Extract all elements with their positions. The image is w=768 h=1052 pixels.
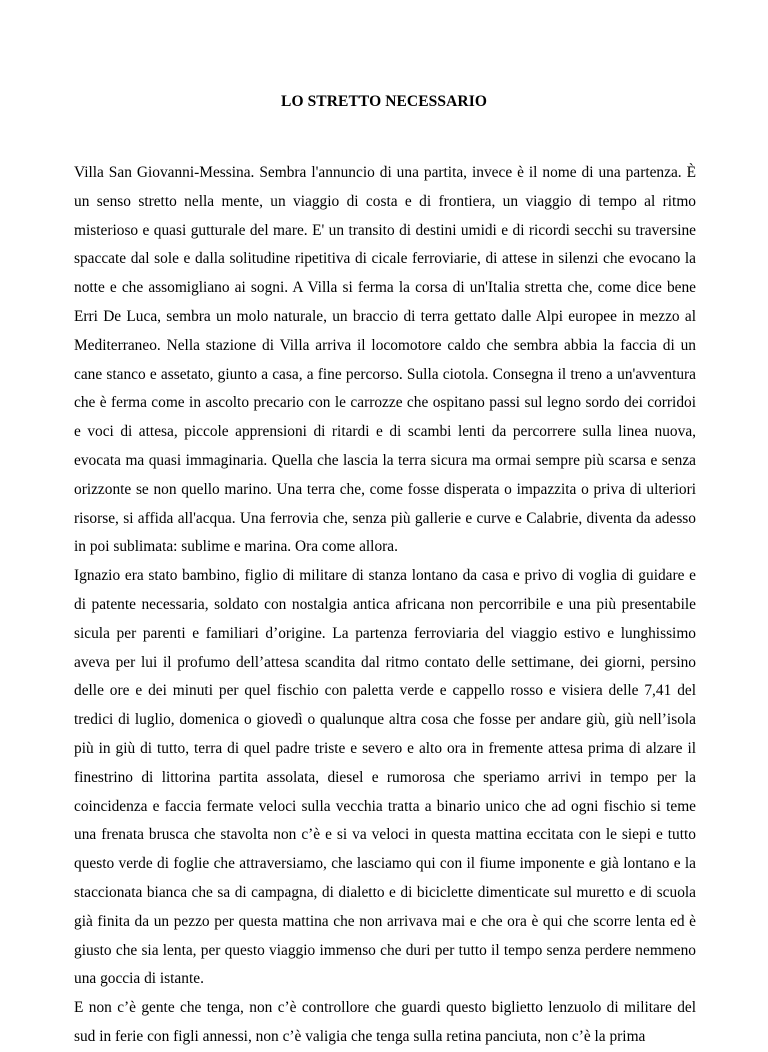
paragraph-2: Ignazio era stato bambino, figlio di militare di stanza lontano da casa e privo di voglia di guidare e di patente necessaria, soldato con nostalgia antica africana non percorribile e una più presentabile sicula per parenti e familiari d’origine. La partenza ferroviaria del viaggio estivo e lunghissimo aveva per lui il profumo dell’attesa scandita dal ritmo contato delle settimane, dei giorni, persino delle ore e dei minuti per quel fischio con paletta verde e cappello rosso e visiera delle 7,41 del tredici di luglio, domenica o giovedì o qualunque altra cosa che fosse per andare giù, giù nell’isola più in giù di tutto, terra di quel padre triste e severo e alto ora in fremente attesa prima di alzare il finestrino di littorina partita assolata, diesel e rumorosa che speriamo arrivi in tempo per la coincidenza e faccia fermate veloci sulla vecchia tratta a binario unico che ad ogni fischio si teme una frenata brusca che stavolta non c’è e si va veloci in questa mattina eccitata con le siepi e tutto questo verde di foglie che attraversiamo, che lasciamo qui con il fiume imponente e già lontano e la staccionata bianca che sa di campagna, di dialetto e di biciclette dimenticate sul muretto e di scuola già finita da un pezzo per questa mattina che non arrivava mai e che ora è qui che scorre lenta ed è giusto che sia lenta, per questo viaggio immenso che duri per tutto il tempo senza perdere nemmeno una goccia di istante. [74,567,696,988]
document-title: LO STRETTO NECESSARIO [281,93,487,110]
paragraph-1: Villa San Giovanni-Messina. Sembra l'annuncio di una partita, invece è il nome di una partenza. È un senso stretto nella mente, un viaggio di costa e di frontiera, un viaggio di tempo al ritmo misterioso e quasi gutturale del mare. E' un transito di destini umidi e di ricordi secchi su traversine spaccate dal sole e dalla solitudine ripetitiva di cicale ferroviarie, di attese in silenzi che evocano la notte e che assomigliano ai sogni. A Villa si ferma la corsa di un'Italia stretta che, come dice bene Erri De Luca, sembra un molo naturale, un braccio di terra gettato dalle Alpi europee in mezzo al Mediterraneo. Nella stazione di Villa arriva il locomotore caldo che sembra abbia la faccia di un cane stanco e assetato, giunto a casa, a fine percorso. Sulla ciotola. Consegna il treno a un'avventura che è ferma come in ascolto precario con le carrozze che ospitano passi sul legno sordo dei corridoi e voci di attesa, piccole apprensioni di ritardi e di scambi lenti da percorrere sulla linea nuova, evocata ma quasi immaginaria. Quella che lascia la terra sicura ma ormai sempre più scarsa e senza orizzonte se non quello marino. Una terra che, come fosse disperata o impazzita o priva di ulteriori risorse, si affida all'acqua. Una ferrovia che, senza più gallerie e curve e Calabrie, diventa da adesso in poi sublimata: sublime e marina. Ora come allora. [74,164,696,556]
paragraph-3: E non c’è gente che tenga, non c’è controllore che guardi questo biglietto lenzuolo di militare del sud in ferie con figli annessi, non c’è valigia che tenga sulla retina panciuta, non c’è la prima [74,999,696,1045]
document-body [74,159,696,1052]
